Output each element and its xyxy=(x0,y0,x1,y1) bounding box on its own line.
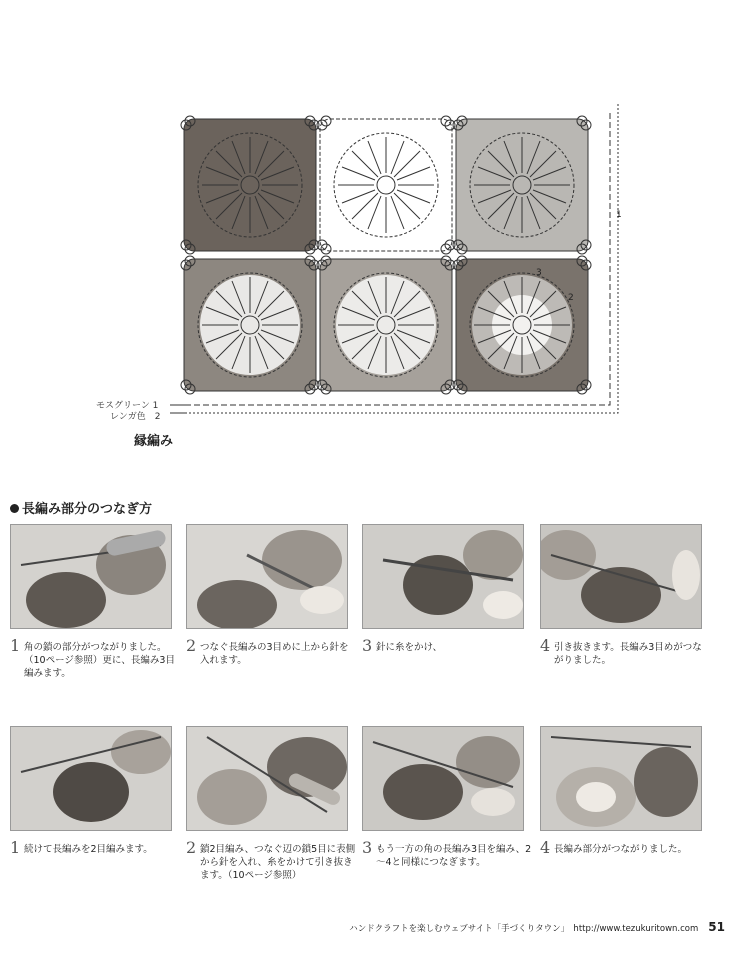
crochet-chart-diagram xyxy=(90,95,650,435)
yarn-label-brick: レンガ色 2 xyxy=(110,412,161,422)
step-row2-3: 3 もう一方の角の長編み3目を編み、2～4と同様につなぎます。 xyxy=(362,838,532,868)
step-row2-2: 2 鎖2目編み、つなぐ辺の鎖5目に表側から針を入れ、糸をかけて引き抜きます。（10ページ参照） xyxy=(186,838,356,881)
step-photo-row1-1 xyxy=(10,524,172,629)
step-photo-row2-3 xyxy=(362,726,524,831)
mark-1: 1 xyxy=(616,210,622,220)
yarn-label-moss-green: モスグリーン 1 xyxy=(96,401,159,411)
step-photo-row2-4 xyxy=(540,726,702,831)
step-row1-2: 2 つなぐ長編みの3目めに上から針を入れます。 xyxy=(186,636,349,666)
step-photo-row2-2 xyxy=(186,726,348,831)
section-title: 長編み部分のつなぎ方 xyxy=(10,498,152,517)
footer-text: ハンドクラフトを楽しむウェブサイト「手づくりタウン」 http://www.tezukuritown.com xyxy=(349,924,699,934)
motif-dark-1 xyxy=(181,116,319,254)
step-photo-row1-4 xyxy=(540,524,702,629)
motif-light-1 xyxy=(453,116,591,254)
bullet-icon xyxy=(10,504,19,513)
motif-medium-2 xyxy=(317,256,455,394)
page-number: 51 xyxy=(708,920,725,934)
step-row1-4: 4 引き抜きます。長編み3目めがつながりました。 xyxy=(540,636,702,666)
step-row1-3: 3 針に糸をかけ、 xyxy=(362,636,443,655)
mark-3: 3 xyxy=(536,268,542,278)
step-row2-1: 1 続けて長編みを2目編みます。 xyxy=(10,838,153,857)
motif-medium-3 xyxy=(453,256,591,394)
motif-medium-1 xyxy=(181,256,319,394)
step-photo-row1-2 xyxy=(186,524,348,629)
page-footer xyxy=(349,920,725,934)
step-photo-row2-1 xyxy=(10,726,172,831)
diagram-caption: 縁編み xyxy=(134,434,174,449)
step-row1-1: 1 角の鎖の部分がつながりました。（10ページ参照）更に、長編み3目編みます。 xyxy=(10,636,175,679)
mark-2: 2 xyxy=(568,293,574,303)
motif-chart-outline xyxy=(317,116,455,254)
step-row2-4: 4 長編み部分がつながりました。 xyxy=(540,838,688,857)
step-photo-row1-3 xyxy=(362,524,524,629)
